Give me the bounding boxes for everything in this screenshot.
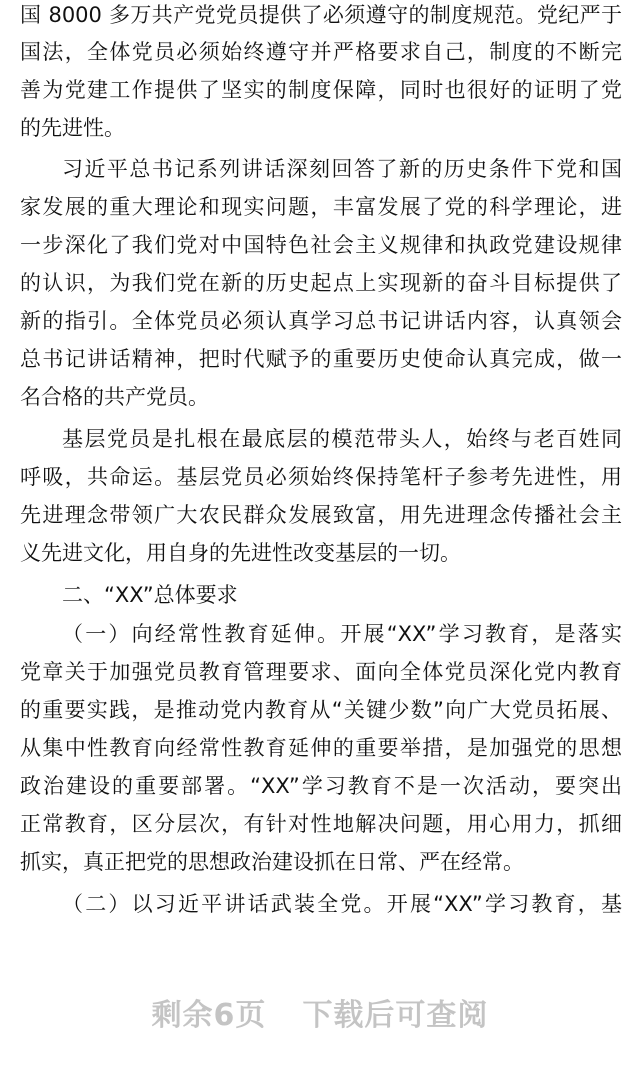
text-line: 国法，全体党员必须始终遵守并严格要求自己，制度的不断完 bbox=[20, 40, 622, 64]
text-line: 总书记讲话精神，把时代赋予的重要历史使命认真完成，做一 bbox=[20, 347, 622, 371]
text-line: 习近平总书记系列讲话深刻回答了新的历史条件下党和国 bbox=[62, 157, 622, 181]
text-line: 的认识，为我们党在新的历史起点上实现新的奋斗目标提供了 bbox=[20, 271, 622, 295]
text-line: 呼吸，共命运。基层党员必须始终保持笔杆子参考先进性，用 bbox=[20, 465, 622, 489]
text-line: 家发展的重大理论和现实问题，丰富发展了党的科学理论，进 bbox=[20, 195, 622, 219]
text-line: 新的指引。全体党员必须认真学习总书记讲话内容，认真领会 bbox=[20, 309, 622, 333]
text-line: 正常教育，区分层次，有针对性地解决问题，用心用力，抓细 bbox=[20, 812, 622, 836]
download-prompt[interactable] bbox=[0, 990, 640, 1034]
text-line: 国 8000 多万共产党党员提供了必须遵守的制度规范。党纪严于 bbox=[20, 3, 622, 27]
text-line: （二）以习近平讲话武装全党。开展“XX”学习教育，基 bbox=[62, 892, 622, 916]
text-line: 党章关于加强党员教育管理要求、面向全体党员深化党内教育 bbox=[20, 660, 622, 684]
text-line: 基层党员是扎根在最底层的模范带头人，始终与老百姓同 bbox=[62, 427, 622, 451]
text-line: 抓实，真正把党的思想政治建设抓在日常、严在经常。 bbox=[20, 850, 524, 874]
text-line: 从集中性教育向经常性教育延伸的重要举措，是加强党的思想 bbox=[20, 736, 622, 760]
text-line: 名合格的共产党员。 bbox=[20, 385, 209, 409]
text-line: （一）向经常性教育延伸。开展“XX”学习教育，是落实 bbox=[62, 622, 622, 646]
text-line: 义先进文化，用自身的先进性改变基层的一切。 bbox=[20, 541, 461, 565]
text-line: 政治建设的重要部署。“XX”学习教育不是一次活动，要突出 bbox=[20, 774, 622, 798]
text-line: 先进理念带领广大农民群众发展致富，用先进理念传播社会主 bbox=[20, 503, 622, 527]
download-to-view-label[interactable]: 下载后可查阅 bbox=[302, 998, 489, 1033]
text-line: 的重要实践，是推动党内教育从“关键少数”向广大党员拓展、 bbox=[20, 698, 622, 722]
remaining-pages-label: 剩余6页 bbox=[151, 998, 267, 1033]
text-line: 善为党建工作提供了坚实的制度保障，同时也很好的证明了党 bbox=[20, 78, 622, 102]
text-line: 一步深化了我们党对中国特色社会主义规律和执政党建设规律 bbox=[20, 233, 622, 257]
text-line: 的先进性。 bbox=[20, 116, 125, 140]
section-heading: 二、“XX”总体要求 bbox=[62, 583, 238, 607]
